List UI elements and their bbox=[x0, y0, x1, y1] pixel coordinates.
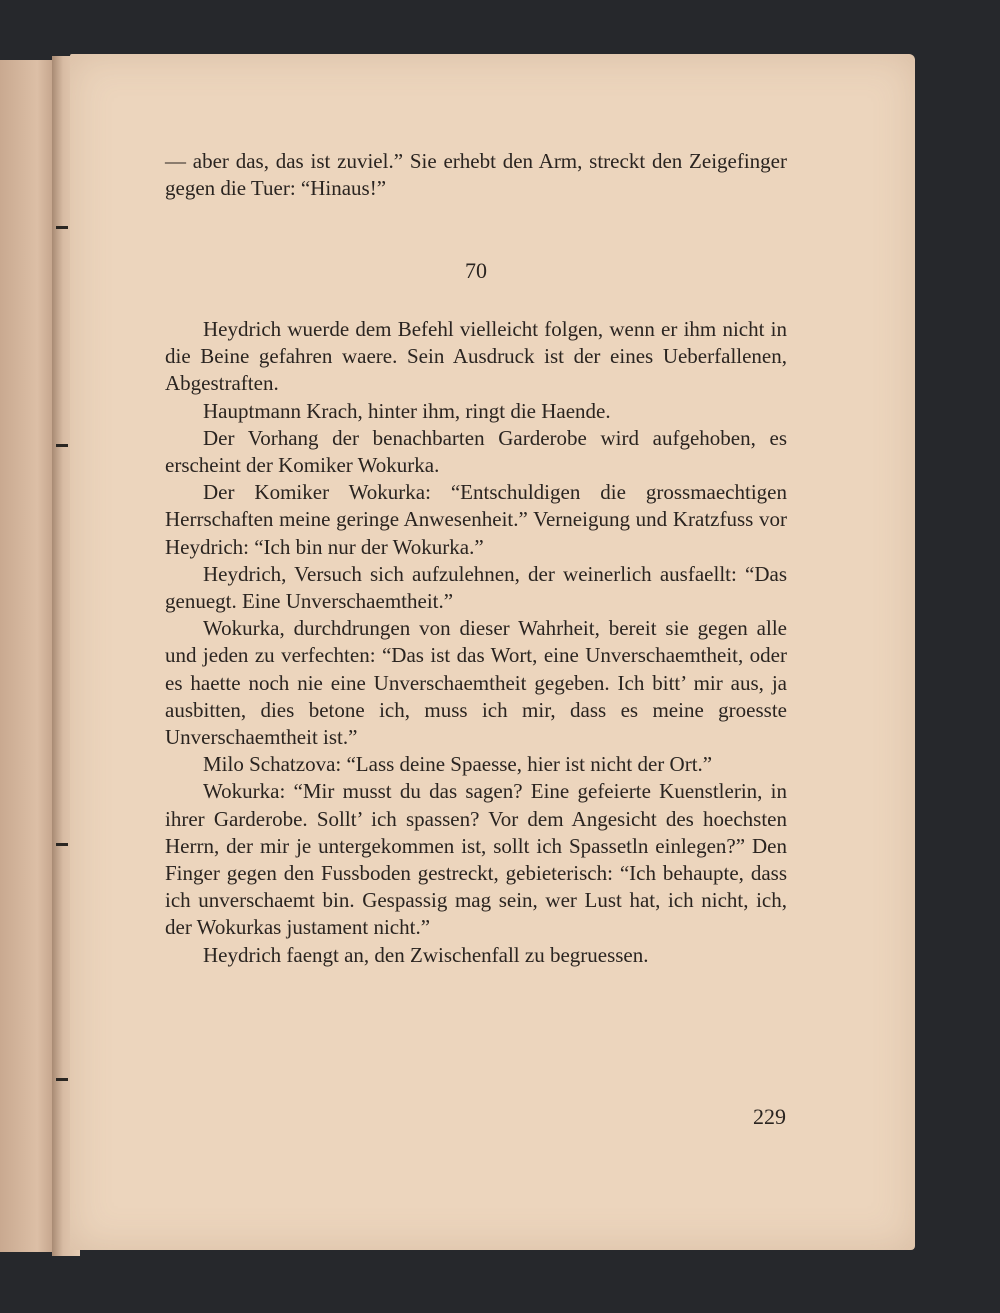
margin-mark bbox=[56, 444, 68, 447]
paragraph: Heydrich wuerde dem Befehl vielleicht folgen, wenn er ihm nicht in die Beine gefahren waere. Sein Ausdruck ist der eines Ueberfallenen, Abgestraften. bbox=[165, 317, 787, 396]
paragraph: Milo Schatzova: “Lass deine Spaesse, hier ist nicht der Ort.” bbox=[203, 752, 713, 777]
paragraph: Wokurka, durchdrungen von dieser Wahrheit, bereit sie gegen alle und jeden zu verfechten: “Das ist das Wort, eine Unverschaemtheit, oder es haette noch nie eine Unverschaemtheit gegeben. Ich bitt’ mir aus, ja ausbitten, dies betone ich, muss ich mir, dass es meine groesste Unverschaemtheit ist.” bbox=[165, 616, 787, 750]
page-number: 229 bbox=[753, 1104, 786, 1129]
top-paragraph: — aber das, das ist zuviel.” Sie erhebt den Arm, streckt den Zeigefinger gegen die Tuer: “Hinaus!” bbox=[165, 149, 787, 201]
section-number: 70 bbox=[465, 258, 487, 283]
top-text-block bbox=[165, 148, 787, 202]
margin-mark bbox=[56, 843, 68, 846]
margin-mark bbox=[56, 1078, 68, 1081]
paragraph: Der Vorhang der benachbarten Garderobe wird aufgehoben, es erscheint der Komiker Wokurka. bbox=[165, 425, 787, 478]
paragraph: Heydrich, Versuch sich aufzulehnen, der weinerlich ausfaellt: “Das genuegt. Eine Unverschaemtheit.” bbox=[165, 561, 787, 614]
main-text-block bbox=[165, 316, 787, 969]
paragraph: Heydrich faengt an, den Zwischenfall zu begruessen. bbox=[203, 942, 649, 967]
paragraph: Wokurka: “Mir musst du das sagen? Eine gefeierte Kuenstlerin, in ihrer Garderobe. Sollt’ ich spassen? Vor dem Angesicht des hoechsten Herrn, der mir je untergekommen ist, sollt ich Spassetln einlegen?” Den Finger gegen den Fussboden gestreckt, gebieterisch: “Ich behaupte, dass ich unverschaemt bin. Gespassig mag sein, wer Lust hat, ich nicht, ich, der Wokurkas justament nicht.” bbox=[165, 779, 787, 940]
paragraph: Hauptmann Krach, hinter ihm, ringt die Haende. bbox=[203, 398, 611, 423]
paragraph: Der Komiker Wokurka: “Entschuldigen die grossmaechtigen Herrschaften meine geringe Anwesenheit.” Verneigung und Kratzfuss vor Heydrich: “Ich bin nur der Wokurka.” bbox=[165, 480, 787, 559]
margin-mark bbox=[56, 226, 68, 229]
